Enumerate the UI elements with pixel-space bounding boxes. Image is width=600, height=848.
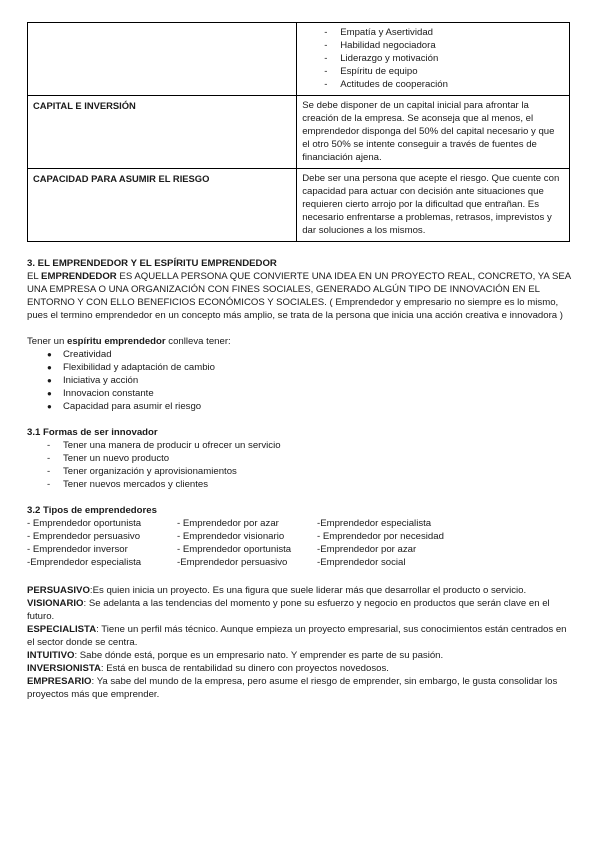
list-item: ● Creatividad [47,348,573,361]
innovator-list [27,439,573,491]
definition-text: Se adelanta a las tendencias del momento y pone su esfuerzo y negocio en productos que serán clave en el futuro. [27,598,550,622]
type-cell: - Emprendedor oportunista [177,544,292,555]
traits-table [27,22,570,242]
definition-sep: : [100,663,107,674]
spirit-list [27,348,573,413]
table-row [28,169,570,242]
definition-term: EMPRESARIO [27,676,92,687]
definition-sep: : [83,598,89,609]
list-item: - Espíritu de equipo [324,65,564,78]
section-31-title: 3.1 Formas de ser innovador [27,427,158,438]
table-cell-label: CAPACIDAD PARA ASUMIR EL RIESGO [28,169,297,242]
definition-sep: : [96,624,102,635]
spirit-rest: conlleva tener: [165,336,231,347]
intro-bold: EMPRENDEDOR [41,271,117,282]
section-32-title: 3.2 Tipos de emprendedores [27,505,157,516]
type-cell: - Emprendedor oportunista [27,518,142,529]
type-cell: - Emprendedor inversor [27,544,128,555]
definition-text: Ya sabe del mundo de la empresa, pero asume el riesgo de emprender, sin embargo, le gusta consolidar los proyectos más que emprender. [27,676,558,700]
definitions [27,584,573,701]
type-cell: -Emprendedor especialista [317,518,432,529]
spirit-prefix: Tener un [27,336,67,347]
list-item: - Tener un nuevo producto [47,452,573,465]
section-3-title: 3. EL EMPRENDEDOR Y EL ESPÍRITU EMPRENDEDOR [27,258,277,269]
table-row [28,96,570,169]
entrepreneur-types-grid [27,517,573,569]
definition-text: Está en busca de rentabilidad su dinero con proyectos novedosos. [106,663,389,674]
type-cell: -Emprendedor social [317,557,406,568]
type-cell: -Emprendedor especialista [27,557,142,568]
list-item: - Liderazgo y motivación [324,52,564,65]
definition-term: ESPECIALISTA [27,624,97,635]
table-row [28,23,570,96]
list-item: - Tener organización y aprovisionamientos [47,465,573,478]
intro-rest: ES AQUELLA PERSONA QUE CONVIERTE UNA IDEA EN UN PROYECTO REAL, CONCRETO, YA SEA UNA EMPRESA O UNA ORGANIZACIÓN CON FINES SOCIALES, GENERADO ALGÚN TIPO DE INNOVACIÓN EN EL ENTORNO Y CON ELLO BENEFICIOS ECONÓMICOS Y SOCIALES. ( Emprendedor y empresario no siempre es lo mismo, pues el termino emprendedor en un concepto más amplio, se trata de la persona que inicia una acción creativa e innovadora ) [27,271,571,321]
type-cell: - Emprendedor visionario [177,531,285,542]
definition-term: VISIONARIO [27,598,84,609]
definition-item [27,662,573,675]
definition-sep: : [89,585,93,596]
type-cell: -Emprendedor por azar [317,544,417,555]
type-cell: - Emprendedor por necesidad [317,531,444,542]
table-cell-text: Debe ser una persona que acepte el riesgo. Que cuente con capacidad para actuar con decisión ante situaciones que requieren cierto arrojo por la dificultad que entrañan. Es necesario enfrentarse a problemas, retrasos, imprevistos y dar soluciones a los mismos. [297,169,570,242]
definition-item [27,623,573,649]
type-cell: - Emprendedor por azar [177,518,279,529]
definition-term: INVERSIONISTA [27,663,101,674]
list-item: ● Innovacion constante [47,387,573,400]
section-3-intro [27,270,573,322]
definition-item [27,597,573,623]
document-page [27,22,573,701]
definition-text: Tiene un perfil más técnico. Aunque empieza un proyecto empresarial, sus conocimientos están centrados en el sector donde se centra. [27,624,567,648]
definition-item [27,584,573,597]
list-item: - Empatía y Asertividad [324,26,564,39]
list-item: - Actitudes de cooperación [324,78,564,91]
list-item: - Tener nuevos mercados y clientes [47,478,573,491]
list-item: - Tener una manera de producir u ofrecer un servicio [47,439,573,452]
table-cell-label: CAPITAL E INVERSIÓN [28,96,297,169]
definition-sep: : [74,650,80,661]
type-cell: - Emprendedor persuasivo [27,531,141,542]
definition-item [27,675,573,701]
intro-prefix: EL [27,271,42,282]
table-cell-text: Se debe disponer de un capital inicial para afrontar la creación de la empresa. Se aconseja que al menos, el emprendedor disponga del 50% del capital necesario y que el otro 50% se intente conseguir a través de fuentes de financiación ajena. [297,96,570,169]
list-item: ● Capacidad para asumir el riesgo [47,400,573,413]
spirit-intro [27,335,573,348]
definition-sep: : [91,676,97,687]
definition-text: Sabe dónde está, porque es un empresario nato. Y emprender es parte de su pasión. [79,650,444,661]
table-cell-label [28,23,297,96]
spirit-bold: espíritu emprendedor [67,336,166,347]
table-cell-list [297,23,570,96]
list-item: - Habilidad negociadora [324,39,564,52]
list-item: ● Flexibilidad y adaptación de cambio [47,361,573,374]
list-item: ● Iniciativa y acción [47,374,573,387]
definition-term: INTUITIVO [27,650,75,661]
definition-item [27,649,573,662]
definition-term: PERSUASIVO [27,585,90,596]
type-cell: -Emprendedor persuasivo [177,557,288,568]
definition-text: Es quien inicia un proyecto. Es una figura que suele liderar más que desarrollar el producto o servicio. [92,585,527,596]
